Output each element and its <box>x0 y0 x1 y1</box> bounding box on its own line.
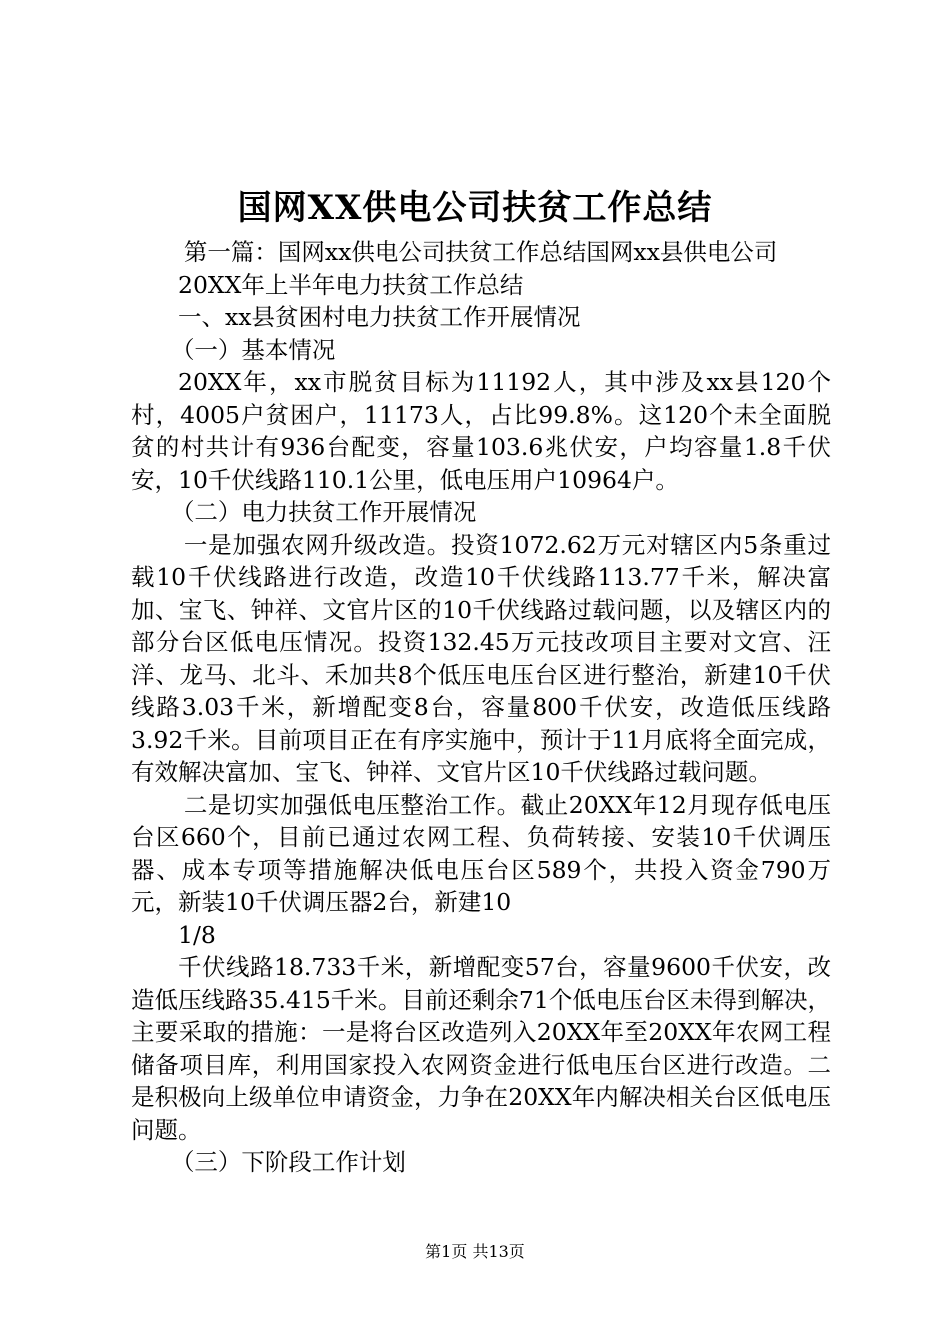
paragraph-low-voltage-continued: 千伏线路18.733千米，新增配变57台，容量9600千伏安，改造低压线路35.415千米。目前还剩余71个低电压台区未得到解决，主要采取的措施：一是将台区改造列入20XX年至20XX年农网工程储备项目库，利用国家投入农网资金进行低电压台区进行改造。二是积极向上级单位申请资金，力争在20XX年内解决相关台区低电压问题。 <box>131 953 831 1144</box>
paragraph-chapter-heading: 第一篇：国网xx供电公司扶贫工作总结国网xx县供电公司 <box>183 238 778 266</box>
inline-page-marker: 1/8 <box>178 920 216 949</box>
paragraph-basic-situation: 20XX年，xx市脱贫目标为11192人，其中涉及xx县120个村，4005户贫困户，11173人，占比99.8%。这120个未全面脱贫的村共计有936台配变，容量103.6兆伏安，户均容量1.8千伏安，10千伏线路110.1公里，低电压用户10964户。 <box>131 368 831 494</box>
document-title: 国网XX供电公司扶贫工作总结 <box>237 188 713 228</box>
document-body <box>131 236 831 1179</box>
page-footer: 第1页 共13页 <box>425 1242 525 1261</box>
paragraph-section-heading: 一、xx县贫困村电力扶贫工作开展情况 <box>178 303 581 331</box>
paragraph-subsection-basic: （一）基本情况 <box>170 335 336 364</box>
paragraph-subsection-progress: （二）电力扶贫工作开展情况 <box>170 498 477 526</box>
paragraph-grid-upgrade: 一是加强农网升级改造。投资1072.62万元对辖区内5条重过载10千伏线路进行改造，改造10千伏线路113.77千米，解决富加、宝飞、钟祥、文官片区的10千伏线路过载问题，以及辖区内的部分台区低电压情况。投资132.45万元技改项目主要对文宫、汪洋、龙马、北斗、禾加共8个低压电压台区进行整治，新建10千伏线路3.03千米，新增配变8台，容量800千伏安，改造低压线路3.92千米。目前项目正在有序实施中，预计于11月底将全面完成，有效解决富加、宝飞、钟祥、文官片区10千伏线路过载问题。 <box>131 530 831 786</box>
paragraph-subsection-plan: （三）下阶段工作计划 <box>170 1148 406 1176</box>
paragraph-low-voltage: 二是切实加强低电压整治工作。截止20XX年12月现存低电压台区660个，目前已通过农网工程、负荷转接、安装10千伏调压器、成本专项等措施解决低电压台区589个，共投入资金790万元，新装10千伏调压器2台，新建10 <box>131 790 831 916</box>
paragraph-subtitle: 20XX年上半年电力扶贫工作总结 <box>178 270 524 299</box>
